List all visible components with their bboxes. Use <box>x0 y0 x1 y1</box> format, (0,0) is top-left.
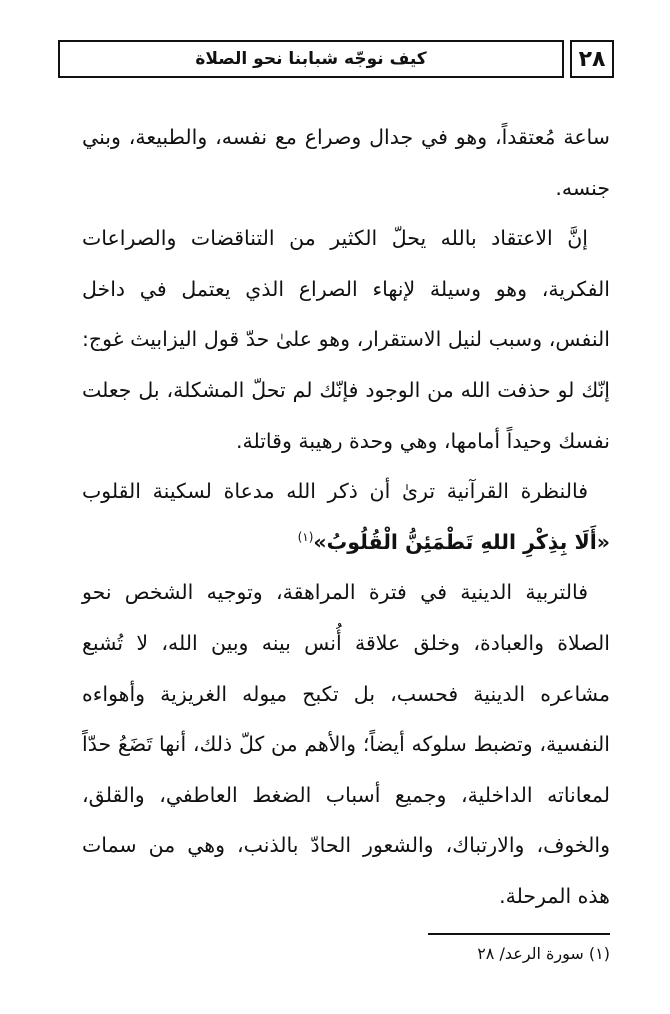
running-title: كيف نوجّه شبابنا نحو الصلاة <box>58 40 564 78</box>
quran-quote: «أَلَا بِذِكْرِ اللهِ تَطْمَئِنُّ الْقُلُوبُ» <box>313 529 610 554</box>
paragraph-2: إنَّ الاعتقاد بالله يحلّ الكثير من التناقضات والصراعات الفكرية، وهو وسيلة لإنهاء الصراع الذي يعتمل في داخل النفس، وسبب لنيل الاستقرار، وهو علىٰ حدّ قول اليزابيث غوج: إنّك لو حذفت الله من الوجود فإنّك لم تحلّ المشكلة، بل جعلت نفسك وحيداً أمامها، وهي وحدة رهيبة وقاتلة. <box>82 226 610 453</box>
paragraph-3-lead: فالنظرة القرآنية ترىٰ أن ذكر الله مدعاة لسكينة القلوب <box>82 479 588 504</box>
footnote-reference: (١) <box>297 529 314 544</box>
page-header <box>58 40 614 80</box>
footnote-divider <box>428 933 610 935</box>
body-text <box>82 112 610 922</box>
page-number: ٢٨ <box>570 40 614 78</box>
footnote: (١) سورة الرعد/ ٢٨ <box>477 944 610 963</box>
paragraph-1: ساعة مُعتقداً، وهو في جدال وصراع مع نفسه، والطبيعة، وبني جنسه. <box>82 125 610 200</box>
paragraph-4: فالتربية الدينية في فترة المراهقة، وتوجيه الشخص نحو الصلاة والعبادة، وخلق علاقة أُنس بينه وبين الله، لا تُشبع مشاعره الدينية فحسب، بل تكبح ميوله الغريزية وأهواءه النفسية، وتضبط سلوكه أيضاً؛ والأهم من كلّ ذلك، أنها تَضَعُ حدّاً لمعاناته الداخلية، وجميع أسباب الضغط العاطفي، والقلق، والخوف، والارتباك، والشعور الحادّ بالذنب، وهي من سمات هذه المرحلة. <box>82 580 610 908</box>
paragraph-3 <box>82 466 610 567</box>
